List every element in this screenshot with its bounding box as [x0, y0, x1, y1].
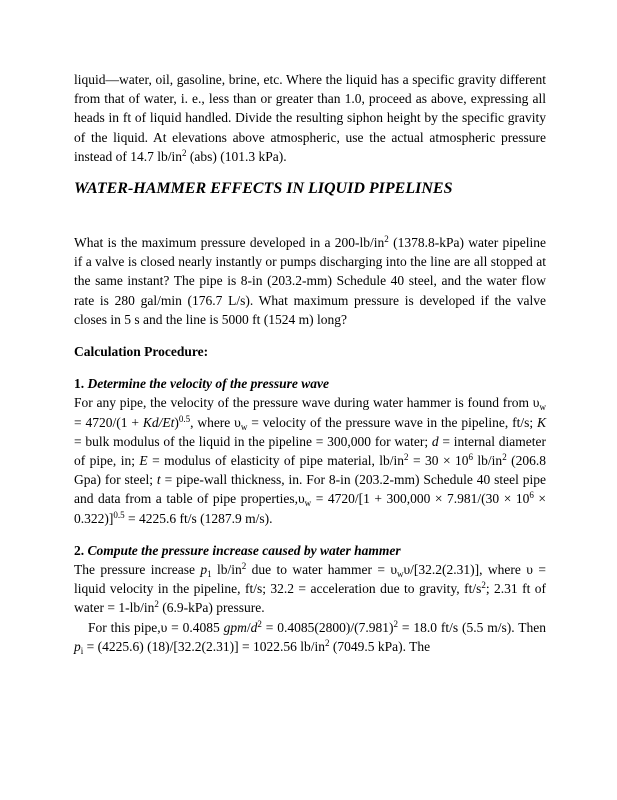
step1-body: For any pipe, the velocity of the pressure wave during water hammer is found from $\upsilon_w = 4720/(1 + Kd/Et)^{0.5}$, where $\upsilon_w$ = velocity of the pressure wave in the pipeline, ft/s; K = bulk modulus of the liquid in the pipeline = 300,000 for water; d = internal diameter of pipe, in; E = modulus of elasticity of pipe material, $lb/in^2 = 30 \times 10^6$ $lb/in^2$ (206.8 Gpa) for steel; t = pipe-wall thickness, in. For 8-in (203.2-mm) Schedule 40 steel pipe and data from a table of pipe $properties,\upsilon_w = 4720/[1 + 300,000 \times 7.981/(30 \times 10^6 \times 0.322)]^{0.5} = 4225.6$ ft/s (1287.9 m/s). [74, 395, 547, 526]
step2-body: The pressure increase $p_1$ $lb/in^2$ due to water hammer = $\upsilon_w\upsilon/[32.2(2.31)]$, where υ = liquid velocity in the pipeline, ft/s; 32.2 = acceleration due to gravity, $ft/s^2$; 2.31 ft of water = $1-lb/in^2$ (6.9-kPa) pressure. [74, 561, 546, 616]
intro-paragraph: liquid—water, oil, gasoline, brine, etc. Where the liquid has a specific gravity different from that of water, i. e., less than or greater than 1.0, proceed as above, expressing all heads in ft of liquid handled. Divide the resulting siphon height by the specific gravity of the liquid. At elevations above atmospheric, use the actual atmospheric pressure instead of 14.7 $lb/in^2$ (abs) (101.3 kPa). [74, 72, 546, 164]
section-heading: WATER-HAMMER EFFECTS IN LIQUID PIPELINES [74, 180, 453, 198]
procedure-title: Calculation Procedure: [74, 344, 209, 360]
step2-calculation: For this pipe,υ = 0.4085 gpm/$d^2 = 0.4085(2800)/(7.981)^2 = 18.0$ ft/s (5.5 m/s). Then $p_i = (4225.6) (18)/[32.2(2.31)] = 1022.56$ $lb/in^2$ (7049.5 kPa). The [74, 618, 546, 656]
problem-statement: What is the maximum pressure developed in a $200-lb/in^2$ (1378.8-kPa) water pipeline if a valve is closed nearly instantly or pumps discharging into the line are all stopped at the same instant? The pipe is 8-in (203.2-mm) Schedule 40 steel, and the water flow rate is 280 gal/min (176.7 L/s). What maximum pressure is developed if the valve closes in 5 s and the line is 5000 ft (1524 m) long? [74, 234, 546, 327]
step1-title: 1. Determine the velocity of the pressure wave [74, 376, 329, 392]
step2-title: 2. Compute the pressure increase caused by water hammer [74, 542, 401, 558]
document-page [74, 70, 546, 656]
